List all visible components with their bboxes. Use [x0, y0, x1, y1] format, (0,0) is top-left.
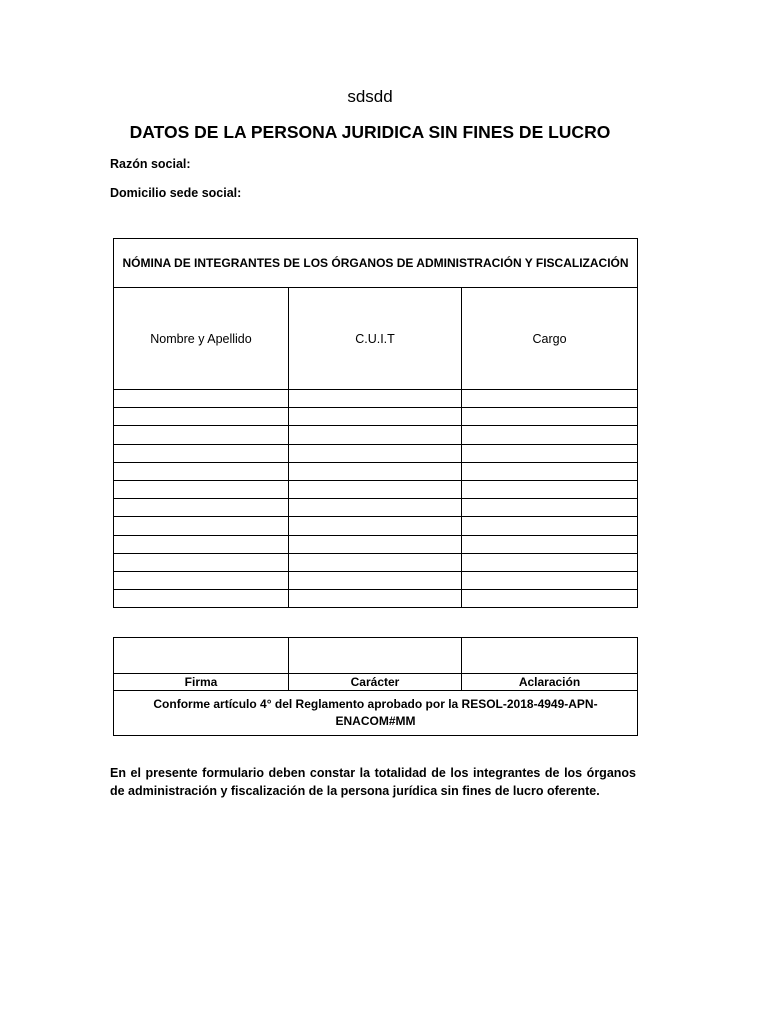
aclaracion-label: Aclaración: [462, 674, 638, 691]
razon-social-label: Razón social:: [110, 157, 191, 171]
footer-instructions: En el presente formulario deben constar la totalidad de los integrantes de los órganos de administración y fiscalización de la persona jurídica sin fines de lucro oferente.: [110, 766, 636, 798]
cargo-cell[interactable]: [462, 517, 638, 535]
nombre-cell[interactable]: [114, 571, 289, 589]
table-row: [114, 462, 638, 480]
cuit-cell[interactable]: [289, 499, 462, 517]
nombre-cell[interactable]: [114, 426, 289, 444]
nombre-cell[interactable]: [114, 590, 289, 608]
nombre-cell[interactable]: [114, 444, 289, 462]
cargo-cell[interactable]: [462, 535, 638, 553]
nombre-cell[interactable]: [114, 462, 289, 480]
nombre-cell[interactable]: [114, 517, 289, 535]
column-header-cuit: C.U.I.T: [289, 288, 462, 390]
table-row: [114, 553, 638, 571]
nombre-cell[interactable]: [114, 408, 289, 426]
cargo-cell[interactable]: [462, 590, 638, 608]
cargo-cell[interactable]: [462, 426, 638, 444]
reglamento-note: Conforme artículo 4° del Reglamento aprobado por la RESOL-2018-4949-APN-ENACOM#MM: [114, 691, 638, 736]
table-row: [114, 444, 638, 462]
cuit-cell[interactable]: [289, 571, 462, 589]
cuit-cell[interactable]: [289, 480, 462, 498]
cargo-cell[interactable]: [462, 390, 638, 408]
cargo-cell[interactable]: [462, 408, 638, 426]
cuit-cell[interactable]: [289, 408, 462, 426]
nombre-cell[interactable]: [114, 535, 289, 553]
table-row: [114, 390, 638, 408]
cuit-cell[interactable]: [289, 553, 462, 571]
cuit-cell[interactable]: [289, 444, 462, 462]
document-title: DATOS DE LA PERSONA JURIDICA SIN FINES DE LUCRO: [129, 122, 611, 142]
nombre-cell[interactable]: [114, 390, 289, 408]
table-row: [114, 499, 638, 517]
cargo-cell[interactable]: [462, 480, 638, 498]
table-row: [114, 590, 638, 608]
cargo-cell[interactable]: [462, 571, 638, 589]
column-header-nombre: Nombre y Apellido: [114, 288, 289, 390]
firma-label: Firma: [114, 674, 289, 691]
firma-field[interactable]: [114, 638, 289, 674]
cuit-cell[interactable]: [289, 517, 462, 535]
header-note: sdsdd: [347, 87, 393, 106]
nomina-table: [113, 238, 638, 608]
caracter-field[interactable]: [289, 638, 462, 674]
cargo-cell[interactable]: [462, 462, 638, 480]
table-row: [114, 571, 638, 589]
table-row: [114, 535, 638, 553]
aclaracion-field[interactable]: [462, 638, 638, 674]
cuit-cell[interactable]: [289, 535, 462, 553]
nomina-table-title: NÓMINA DE INTEGRANTES DE LOS ÓRGANOS DE ADMINISTRACIÓN Y FISCALIZACIÓN: [114, 239, 638, 288]
nombre-cell[interactable]: [114, 480, 289, 498]
cuit-cell[interactable]: [289, 426, 462, 444]
cuit-cell[interactable]: [289, 390, 462, 408]
table-row: [114, 480, 638, 498]
domicilio-label: Domicilio sede social:: [110, 186, 242, 200]
caracter-label: Carácter: [289, 674, 462, 691]
nombre-cell[interactable]: [114, 499, 289, 517]
nombre-cell[interactable]: [114, 553, 289, 571]
cargo-cell[interactable]: [462, 444, 638, 462]
cargo-cell[interactable]: [462, 553, 638, 571]
column-header-cargo: Cargo: [462, 288, 638, 390]
cuit-cell[interactable]: [289, 590, 462, 608]
cuit-cell[interactable]: [289, 462, 462, 480]
firma-table: [113, 637, 638, 736]
cargo-cell[interactable]: [462, 499, 638, 517]
table-row: [114, 408, 638, 426]
table-row: [114, 426, 638, 444]
table-row: [114, 517, 638, 535]
